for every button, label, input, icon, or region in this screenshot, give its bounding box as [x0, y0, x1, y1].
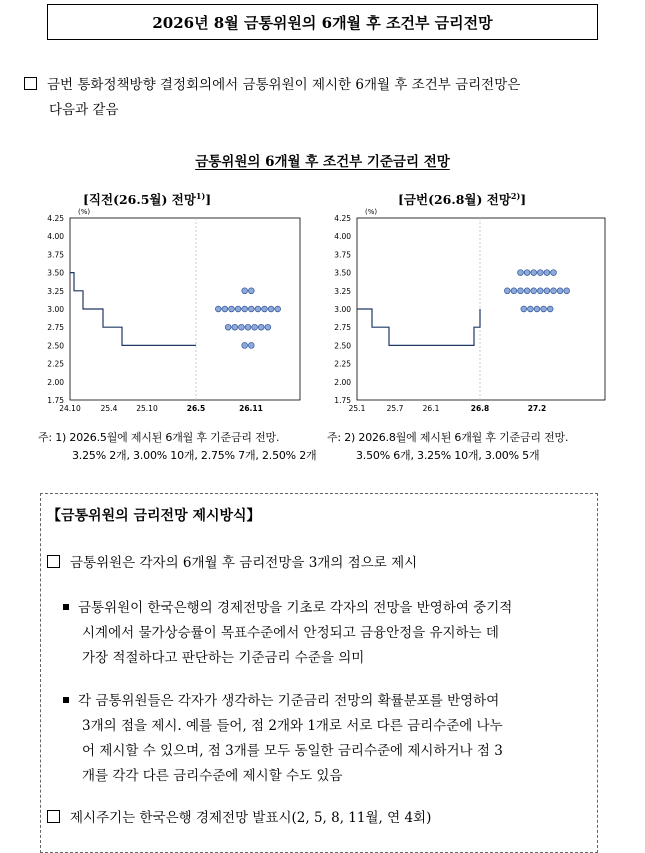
y-tick-label: 3.75 [334, 250, 351, 260]
forecast-dot [248, 288, 254, 294]
left-chart-title: [직전(26.5월) 전망$^{1)}$] [83, 190, 212, 207]
forecast-dot [541, 306, 547, 312]
right-chart-note: 주: 2) 2026.8월에 제시된 6개월 후 기준금리 전망. 3.50% 6개, 3.25% 10개, 3.00% 5개 [327, 431, 569, 462]
forecast-dot [245, 324, 251, 330]
method-item-2: 제시주기는 한국은행 경제전망 발표시(2, 5, 8, 11월, 연 4회) [47, 806, 431, 831]
forecast-dot [551, 288, 557, 294]
forecast-dot [537, 288, 543, 294]
forecast-dot [511, 288, 517, 294]
forecast-dot [551, 270, 557, 276]
y-tick-label: 2.00 [47, 377, 64, 387]
x-tick-label: 26.8 [470, 404, 490, 413]
base-rate-step-line [357, 309, 480, 345]
y-tick-label: 2.25 [334, 359, 351, 369]
bullet-square-icon [63, 604, 69, 610]
forecast-dot [531, 270, 537, 276]
page-title: 2026년 8월 금통위원의 6개월 후 조건부 금리전망 [47, 4, 598, 40]
bullet-square-icon [63, 697, 69, 703]
forecast-dot [504, 288, 510, 294]
y-tick-label: 2.75 [47, 323, 64, 333]
forecast-dot [547, 306, 553, 312]
forecast-dot [225, 324, 231, 330]
forecast-dot [518, 270, 524, 276]
forecast-dot [268, 306, 274, 312]
forecast-dot [531, 288, 537, 294]
forecast-dot [534, 306, 540, 312]
y-tick-label: 3.50 [334, 268, 351, 278]
y-tick-label: 3.00 [334, 305, 351, 314]
left-chart-note: 주: 1) 2026.5월에 제시된 6개월 후 기준금리 전망. 3.25% 2개, 3.00% 10개, 2.75% 7개, 2.50% 2개 [38, 431, 317, 462]
forecast-dot [524, 270, 530, 276]
x-tick-label: 26.1 [422, 404, 440, 413]
x-tick-label: 27.2 [527, 404, 547, 413]
y-tick-label: 3.00 [47, 305, 64, 314]
checkbox-square-icon [47, 555, 60, 568]
y-tick-label: 2.50 [47, 341, 64, 351]
right-dot-plot-chart [320, 200, 645, 420]
x-tick-label: 25.4 [100, 404, 118, 413]
forecast-dot [275, 306, 281, 312]
forecast-dot [248, 306, 254, 312]
y-tick-label: 3.25 [47, 286, 64, 296]
x-tick-label: 25.10 [136, 404, 158, 413]
forecast-dot [518, 288, 524, 294]
method-box [40, 493, 598, 853]
forecast-dot [524, 288, 530, 294]
y-tick-label: 4.25 [334, 214, 351, 223]
plot-frame [357, 218, 605, 400]
y-unit-label: (%) [78, 208, 91, 216]
section-title: 금통위원의 6개월 후 조건부 기준금리 전망 [195, 154, 450, 170]
y-tick-label: 3.50 [47, 268, 64, 278]
forecast-dot [242, 306, 248, 312]
x-tick-label: 25.7 [386, 404, 404, 413]
forecast-dot [528, 306, 534, 312]
forecast-dot [248, 343, 254, 349]
x-tick-label: 24.10 [59, 404, 81, 413]
x-tick-label: 26.5 [186, 404, 206, 413]
forecast-dot [229, 306, 235, 312]
x-tick-label: 25.1 [348, 404, 366, 413]
checkbox-square-icon [24, 77, 37, 90]
forecast-dot [215, 306, 221, 312]
x-tick-label: 26.11 [239, 404, 263, 413]
method-bullet-2: 각 금통위원들은 각자가 생각하는 기준금리 전망의 확률분포를 반영하여 3개의 점을 제시. 예를 들어, 점 2개와 1개로 서로 다른 금리수준에 나누 어 제시할 수 있으며, 점 3개를 모두 동일한 금리수준에 제시하거나 점 3 개를 각각 다른 금리수준에 제시할 수도 있음 [63, 689, 593, 789]
forecast-dot [232, 324, 238, 330]
forecast-dot [544, 288, 550, 294]
method-item-1: 금통위원은 각자의 6개월 후 금리전망을 3개의 점으로 제시 [47, 551, 417, 576]
y-tick-label: 4.00 [47, 232, 64, 242]
y-tick-label: 2.50 [334, 341, 351, 351]
right-chart-title: [금번(26.8월) 전망$^{2)}$] [398, 190, 527, 207]
y-tick-label: 3.75 [47, 250, 64, 260]
forecast-dot [242, 343, 248, 349]
forecast-dot [235, 306, 241, 312]
forecast-dot [564, 288, 570, 294]
method-title: 【금통위원의 금리전망 제시방식】 [47, 508, 261, 524]
intro-paragraph [24, 73, 624, 123]
forecast-dot [258, 324, 264, 330]
forecast-dot [262, 306, 268, 312]
intro-line-2: 다음과 같음 [49, 102, 119, 118]
forecast-dot [521, 306, 527, 312]
forecast-dot [265, 324, 271, 330]
y-tick-label: 2.75 [334, 323, 351, 333]
y-tick-label: 1.75 [47, 396, 64, 405]
y-tick-label: 4.00 [334, 232, 351, 242]
forecast-dot [252, 324, 258, 330]
y-tick-label: 2.25 [47, 359, 64, 369]
y-tick-label: 3.25 [334, 286, 351, 296]
method-bullet-1: 금통위원이 한국은행의 경제전망을 기초로 각자의 전망을 반영하여 중기적 시계에서 물가상승률이 목표수준에서 안정되고 금융안정을 유지하는 데 가장 적절하다고 판단하는 기준금리 수준을 의미 [63, 596, 593, 671]
forecast-dot [222, 306, 228, 312]
intro-line-1: 금번 통화정책방향 결정회의에서 금통위원이 제시한 6개월 후 조건부 금리전망은 [47, 77, 521, 93]
forecast-dot [537, 270, 543, 276]
checkbox-square-icon [47, 810, 60, 823]
base-rate-step-line [70, 273, 196, 346]
forecast-dot [544, 270, 550, 276]
forecast-dot [255, 306, 261, 312]
forecast-dot [557, 288, 563, 294]
y-unit-label: (%) [365, 208, 378, 216]
y-tick-label: 1.75 [334, 396, 351, 405]
forecast-dot [242, 288, 248, 294]
y-tick-label: 2.00 [334, 377, 351, 387]
y-tick-label: 4.25 [47, 214, 64, 223]
forecast-dot [239, 324, 245, 330]
left-dot-plot-chart [0, 200, 320, 420]
